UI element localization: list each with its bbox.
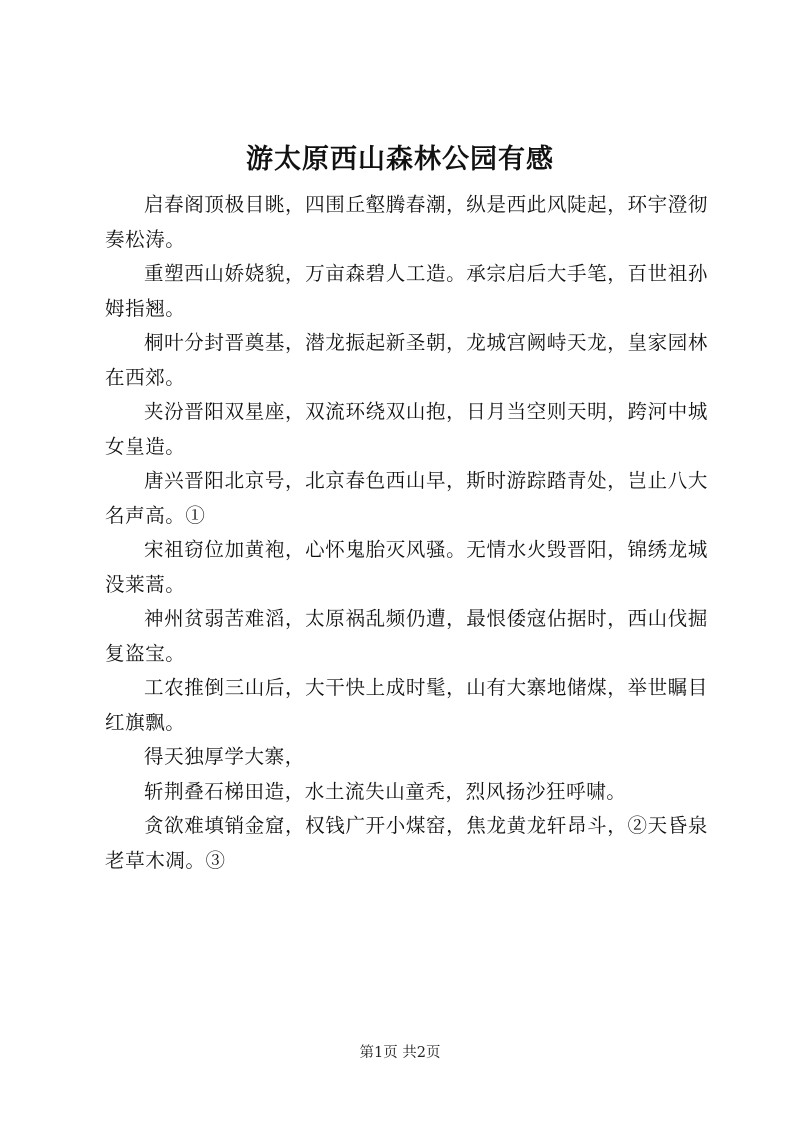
document-title: 游太原西山森林公园有感 xyxy=(246,144,554,175)
paragraph: 桐叶分封晋奠基，潜龙振起新圣朝，龙城宫阙峙天龙，皇家园林在西郊。 xyxy=(105,331,708,389)
paragraph: 宋祖窃位加黄袍，心怀鬼胎灭风骚。无情水火毁晋阳，锦绣龙城没莱蒿。 xyxy=(105,538,708,596)
paragraph: 工农推倒三山后，大干快上成时髦，山有大寨地储煤，举世瞩目红旗飘。 xyxy=(105,676,708,734)
paragraph: 得天独厚学大寨， xyxy=(144,745,305,768)
paragraph: 夹汾晋阳双星座，双流环绕双山抱，日月当空则天明，跨河中城女皇造。 xyxy=(105,400,708,458)
paragraph: 贪欲难填销金窟，权钱广开小煤窑，焦龙黄龙轩昂斗，②天昏泉老草木凋。③ xyxy=(105,814,708,872)
document-body xyxy=(105,188,708,878)
paragraph: 唐兴晋阳北京号，北京春色西山早，斯时游踪踏青处，岂止八大名声高。① xyxy=(105,469,708,527)
page-footer: 第1页 共2页 xyxy=(359,1045,441,1061)
paragraph: 神州贫弱苦难滔，太原祸乱频仍遭，最恨倭寇佔据时，西山伐掘复盗宝。 xyxy=(105,607,708,665)
paragraph: 重塑西山娇娆貌，万亩森碧人工造。承宗启后大手笔，百世祖孙姆指翘。 xyxy=(105,262,708,320)
paragraph: 启春阁顶极目眺，四围丘壑腾春潮，纵是西此风陡起，环宇澄彻奏松涛。 xyxy=(105,193,708,251)
paragraph: 斩荆叠石梯田造，水土流失山童秃，烈风扬沙狂呼啸。 xyxy=(144,779,627,803)
